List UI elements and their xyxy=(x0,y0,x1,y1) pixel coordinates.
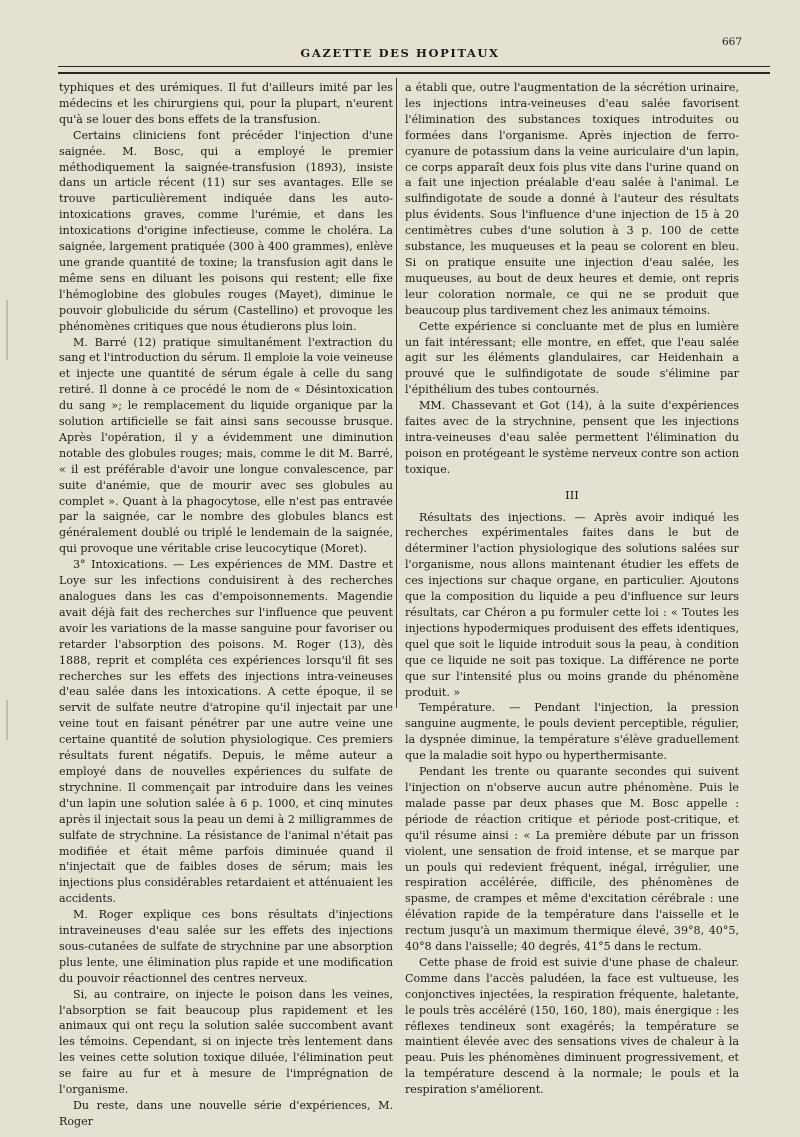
page-header-title: GAZETTE DES HOPITAUX xyxy=(300,46,500,60)
header-rule-thick xyxy=(58,72,770,74)
paragraph: Cette phase de froid est suivie d'une phase de chaleur. Comme dans l'accès paludéen, la face est vultueuse, les conjonctives injectées, la respiration fréquente, haletante, le pouls très accéléré (150, 160, 180), mais énergique : les réflexes tendineux sont exagérés; la température se maintient élevée avec des sensations vives de chaleur à la peau. Puis les phénomènes diminuent progressivement, et la température descend à la normale; le pouls et la respiration s'améliorent. xyxy=(405,955,739,1097)
paragraph: M. Barré (12) pratique simultanément l'extraction du sang et l'introduction du sérum. Il emploie la voie veineuse et injecte une quantité de sérum égale à celle du sang retiré. Il donne à ce procédé le nom de « Désintoxication du sang »; le remplacement du liquide organique par la solution artificielle se fait ainsi sans secousse brusque. Après l'opération, il y a évidemment une diminution notable des globules rouges; mais, comme le dit M. Barré, « il est préférable d'avoir une longue convalescence, par suite d'anémie, que de mourir avec ses globules au complet ». Quant à la phagocytose, elle n'est pas entravée par la saignée, car le nombre des globules blancs est généralement doublé ou triplé le lendemain de la saignée, qui provoque une véritable crise leucocytique (Moret). xyxy=(59,335,393,556)
paragraph: a établi que, outre l'augmentation de la sécrétion urinaire, les injections intra-veineuses d'eau salée favorisent l'élimination des substances toxiques introduites ou formées dans l'organisme. Après injection de ferro-cyanure de potassium dans la veine auriculaire d'un lapin, ce corps apparaît deux fois plus vite dans l'urine quand on a fait une injection préalable d'eau salée à l'animal. Le sulfindigotate de soude a donné à l'auteur des résultats plus évidents. Sous l'influence d'une injection de 15 à 20 centimètres cubes d'une solution à 3 p. 100 de cette substance, les muqueuses et la peau se colorent en bleu. Si on pratique ensuite une injection d'eau salée, les muqueuses, au bout de deux heures et demie, ont repris leur coloration normale, ce qui ne se produit que beaucoup plus tardivement chez les animaux témoins. xyxy=(405,81,739,317)
binding-shadow xyxy=(6,300,8,360)
paragraph: Si, au contraire, on injecte le poison dans les veines, l'absorption se fait beaucoup plus rapidement et les animaux qui ont reçu la solution salée succombent avant les témoins. Cependant, si on injecte très lentement dans les veines cette solution toxique diluée, l'élimination peut se faire au fur et à mesure de l'imprégnation de l'organisme. xyxy=(59,987,393,1097)
paragraph: Température. — Pendant l'injection, la pression sanguine augmente, le pouls devient perceptible, régulier, la dyspnée diminue, la température s'élève graduellement que la maladie soit hypo ou hyperthermisante. xyxy=(405,701,739,763)
paragraph: Cette expérience si concluante met de plus en lumière un fait intéressant; elle montre, en effet, que l'eau salée agit sur les éléments glandulaires, car Heidenhain a prouvé que le sulfindigotate de soude s'élimine par l'épithélium des tubes contournés. xyxy=(405,319,739,397)
paragraph: Pendant les trente ou quarante secondes qui suivent l'injection on n'observe aucun autre phénomène. Puis le malade passe par deux phases que M. Bosc appelle : période de réaction critique et période post-critique, et qu'il résume ainsi : « La première débute par un frisson violent, une sensation de froid intense, et se marque par un pouls qui redevient fréquent, inégal, irrégulier, une respiration accélérée, difficile, des phénomènes de spasme, de crampes et même d'excitation cérébrale : une élévation rapide de la température dans l'aisselle et le rectum jusqu'à un maximum thermique élevé, 39°8, 40°5, 40°8 dans l'aisselle; 40 degrés, 41°5 dans le rectum. xyxy=(405,765,739,954)
paragraph: Du reste, dans une nouvelle série d'expériences, M. Roger xyxy=(59,1099,393,1128)
paragraph: 3° Intoxications. — Les expériences de MM. Dastre et Loye sur les infections conduisirent à des recherches analogues dans les cas d'empoisonnements. Magendie avait déjà fait des recherches sur l'influence que peuvent avoir les variations de la masse sanguine pour favoriser ou retarder l'absorption des poisons. M. Roger (13), dès 1888, reprit et compléta ces expériences lorsqu'il fit ses recherches sur les effets des injections intra-veineuses d'eau salée dans les intoxications. A cette époque, il se servit de sulfate neutre d'atropine qu'il injectait par une veine tout en faisant pénétrer par une autre veine une certaine quantité de solution physiologique. Ces premiers résultats furent négatifs. Depuis, le même auteur a employé dans de nouvelles expériences du sulfate de strychnine. Il commençait par introduire dans les veines d'un lapin une solution salée à 6 p. 1000, et cinq minutes après il injectait sous la peau un demi à 2 milligrammes de sulfate de strychnine. La résistance de l'animal n'était pas modifiée et était même parfois diminuée quand il n'injectait que de faibles doses de sérum; mais les injections plus considérables retardaient et atténuaient les accidents. xyxy=(59,558,393,906)
paragraph: MM. Chassevant et Got (14), à la suite d'expériences faites avec de la strychnine, pensent que les injections intra-veineuses d'eau salée permettent l'élimination du poison en protégeant le système nerveux contre son action toxique. xyxy=(405,399,739,476)
column-divider xyxy=(396,78,397,708)
paragraph: typhiques et des urémiques. Il fut d'ailleurs imité par les médecins et les chirurgiens qui, pour la plupart, n'eurent qu'à se louer des bons effets de la transfusion. xyxy=(59,81,393,126)
paragraph: Résultats des injections. — Après avoir indiqué les recherches expérimentales faites dans le but de déterminer l'action physiologique des solutions salées sur l'organisme, nous allons maintenant étudier les effets de ces injections sur chaque organe, en particulier. Ajoutons que la composition du liquide a peu d'influence sur leurs résultats, car Chéron a pu formuler cette loi : « Toutes les injections hypodermiques produisent des effets identiques, quel que soit le liquide introduit sous la peau, à condition que ce liquide ne soit pas toxique. La différence ne porte que sur l'intensité plus ou moins grande du phénomène produit. » xyxy=(405,510,739,699)
section-number: III xyxy=(565,487,579,502)
paragraph: M. Roger explique ces bons résultats d'injections intraveineuses d'eau salée sur les effets des injections sous-cutanées de sulfate de strychnine par une absorption plus lente, une élimination plus rapide et une modification du pouvoir réactionnel des centres nerveux. xyxy=(59,908,393,985)
binding-shadow xyxy=(6,700,8,740)
right-column xyxy=(405,80,739,1098)
paragraph: Certains cliniciens font précéder l'injection d'une saignée. M. Bosc, qui a employé le premier méthodiquement la saignée-transfusion (1893), insiste dans un article récent (11) sur ses avantages. Elle se trouve particulièrement indiquée dans les auto-intoxications graves, comme l'urémie, et dans les intoxications d'origine infectieuse, comme le choléra. La saignée, largement pratiquée (300 à 400 grammes), enlève une grande quantité de toxine; la transfusion agit dans le même sens en diluant les poisons qui restent; elle fixe l'hémoglobine des globules rouges (Mayet), diminue le pouvoir globulicide du sérum (Castellino) et provoque les phénomènes critiques que nous étudierons plus loin. xyxy=(59,128,393,333)
page-number: 667 xyxy=(722,36,743,48)
header-rule xyxy=(58,66,770,67)
left-column xyxy=(59,80,393,1130)
